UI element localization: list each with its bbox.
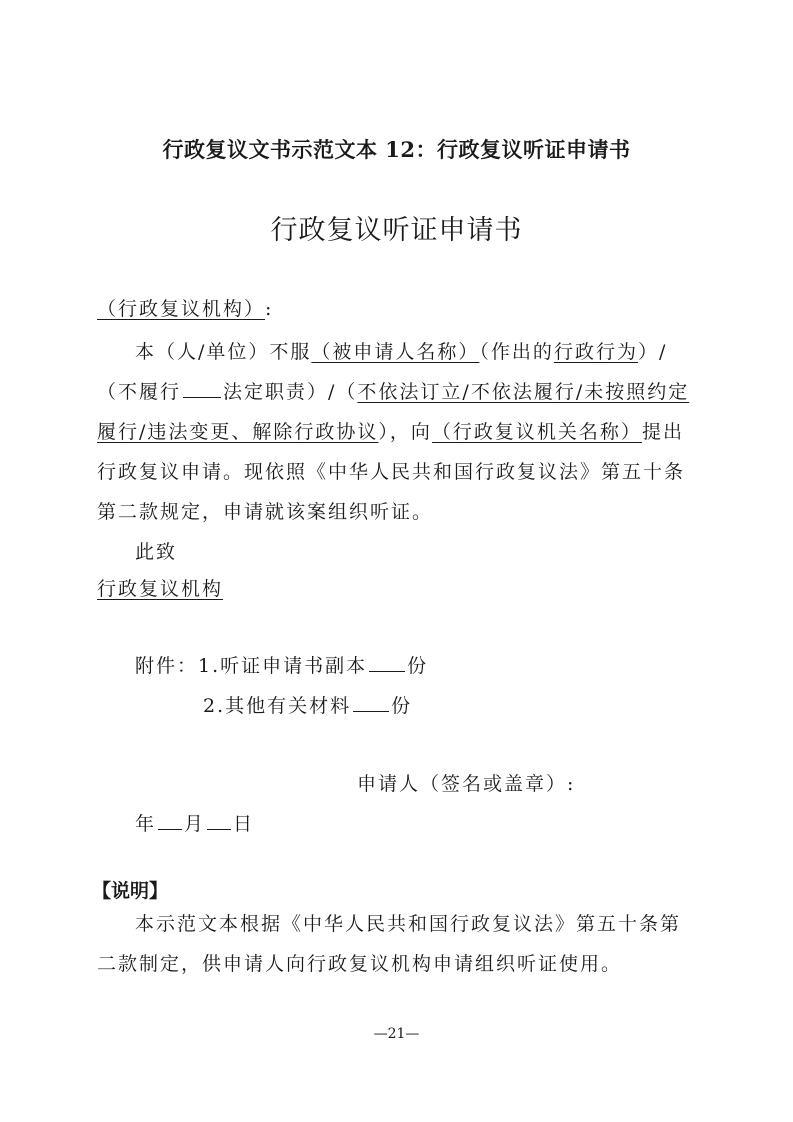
note-line-1: 本示范文本根据《中华人民共和国行政复议法》第五十条第 (135, 913, 682, 935)
applicant-signature: 申请人（签名或盖章）: (357, 773, 576, 795)
date-line (135, 815, 254, 834)
note-title: 【说明】 (92, 880, 169, 902)
date-day-blank (207, 828, 231, 830)
attachment-2-unit: 份 (391, 695, 413, 717)
p2-text-a: （不履行 (97, 381, 182, 403)
attachments-label: 附件： (135, 655, 199, 677)
p1-text-c: （作出的 (479, 341, 554, 363)
note-line-2: 二款制定，供申请人向行政复议机构申请组织听证使用。 (97, 953, 623, 975)
addressee-line (97, 300, 273, 319)
attachment-1-count-blank (369, 670, 405, 672)
attachment-2-count-blank (353, 710, 389, 712)
date-month-label: 月 (184, 813, 206, 835)
addressee-colon: : (265, 298, 274, 320)
date-month-blank (158, 828, 182, 830)
page-number: —21— (373, 1026, 420, 1042)
p3-text-b: ），向 (378, 421, 432, 443)
p3-text-d: 提出 (641, 421, 684, 443)
document-heading: 行政复议文书示范文本 12：行政复议听证申请书 (162, 137, 631, 162)
p2-text-b: 法定职责）/（ (223, 381, 358, 403)
date-day-label: 日 (233, 813, 255, 835)
attachment-1-unit: 份 (407, 655, 429, 677)
closing-salutation: 此致 (135, 541, 178, 563)
paragraph-line-5: 第二款规定，申请就该案组织听证。 (97, 501, 434, 523)
attachment-2-text: 2.其他有关材料 (203, 695, 352, 717)
recipient: 行政复议机构 (97, 578, 224, 600)
paragraph-line-4: 行政复议申请。现依照《中华人民共和国行政复议法》第五十条 (97, 461, 686, 483)
attachment-item-1 (135, 657, 428, 676)
respondent-name-field: （被申请人名称） (311, 341, 480, 363)
paragraph-line-1 (135, 343, 667, 362)
document-title: 行政复议听证申请书 (270, 215, 523, 246)
agreement-option-field: 不依法订立/不依法履行/未按照约定 (357, 381, 690, 403)
p1-text-e: ）/ (637, 341, 668, 363)
p1-text-a: 本（人/单位）不服 (135, 341, 312, 363)
paragraph-line-2 (97, 383, 689, 402)
addressee: （行政复议机构） (97, 298, 266, 320)
review-authority-name-field: （行政复议机关名称） (431, 421, 642, 443)
agreement-option-field-cont: 履行/违法变更、解除行政协议 (97, 421, 379, 443)
attachment-1-text: 1.听证申请书副本 (198, 655, 368, 677)
administrative-action-field: 行政行为 (553, 341, 638, 363)
paragraph-line-3 (97, 423, 684, 442)
date-year-label: 年 (135, 813, 157, 835)
attachment-item-2 (203, 697, 412, 716)
duty-blank (183, 396, 221, 398)
